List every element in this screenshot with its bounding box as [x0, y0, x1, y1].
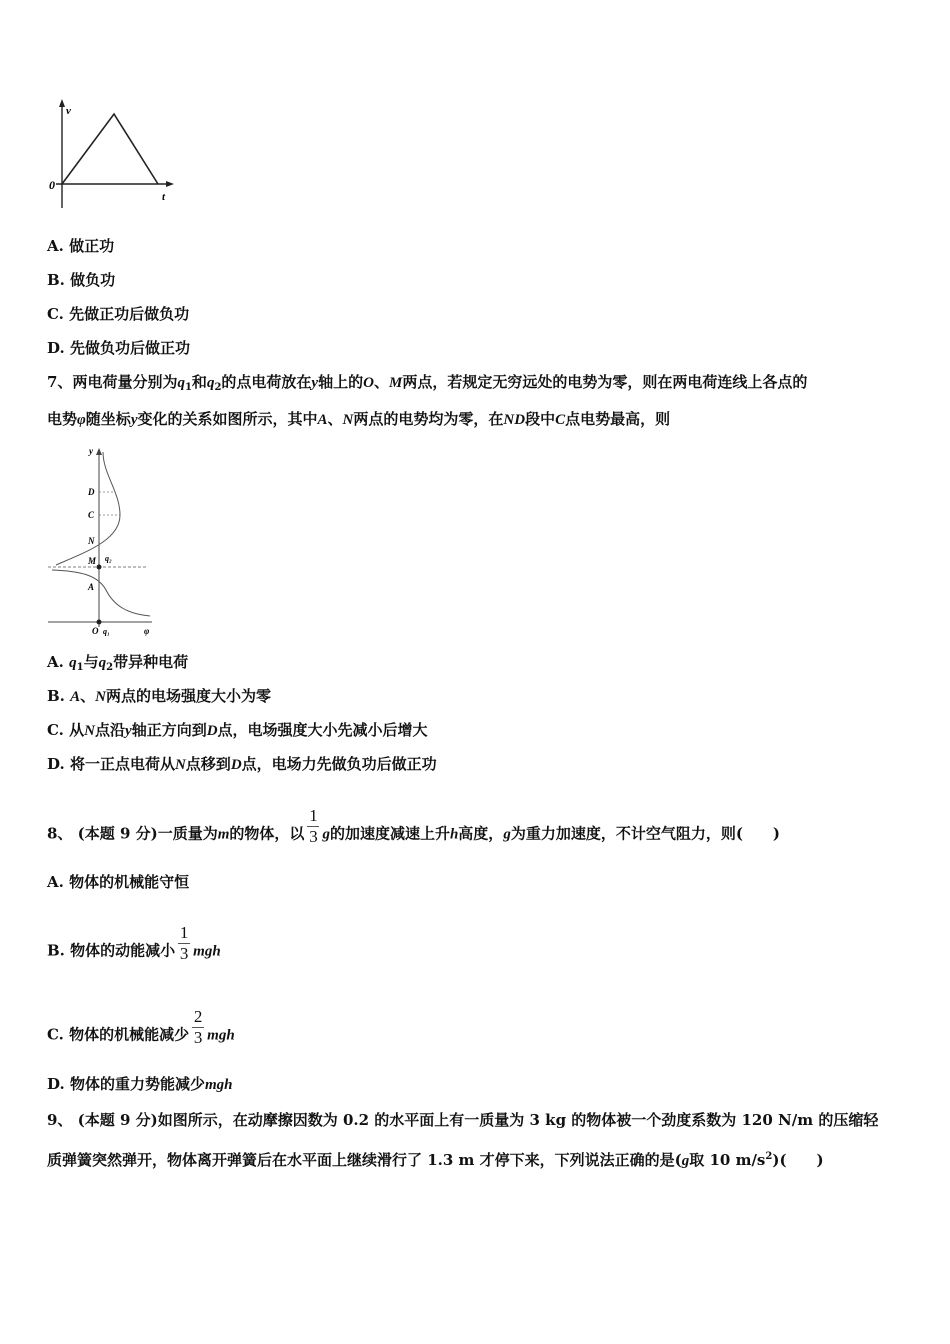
- option-text: 做负功: [70, 271, 116, 289]
- label-c: C: [88, 510, 95, 520]
- origin-label: 0: [49, 178, 55, 192]
- v-axis-arrow: [59, 99, 65, 107]
- fraction-two-thirds: $\frac{2}{3}$: [193, 1007, 203, 1047]
- fraction-one-third: $\frac{1}{3}$: [309, 806, 318, 846]
- option-letter: A.: [47, 237, 64, 255]
- q1-point: [97, 620, 102, 625]
- q7-option-b[interactable]: B. A、N两点的电场强度大小为零: [47, 687, 272, 705]
- q8-option-a[interactable]: A. 物体的机械能守恒: [47, 873, 190, 891]
- v-t-graph: [46, 96, 186, 214]
- q9-stem-line2: 质弹簧突然弹开，物体离开弹簧后在水平面上继续滑行了 1.3 m 才停下来，下列说法正确的是(g取 10 $m/s^2$)( ): [47, 1151, 824, 1169]
- q6-option-a[interactable]: [47, 236, 114, 256]
- q7-option-c[interactable]: C. 从N点沿y轴正方向到D点，电场强度大小先减小后增大: [47, 721, 428, 739]
- option-text: 先做正功后做负功: [69, 305, 190, 323]
- phi-axis-label: φ: [144, 626, 150, 636]
- t-axis-label: t: [162, 191, 166, 203]
- phi-y-graph: [44, 444, 162, 640]
- q8-option-b[interactable]: B. 物体的动能减小 $\frac{1}{3}$ mgh: [47, 923, 221, 963]
- v-axis-label: v: [66, 105, 71, 117]
- q9-stem-line1: 9、 (本题 9 分)如图所示，在动摩擦因数为 0.2 的水平面上有一质量为 3 kg 的物体被一个劲度系数为 120 N/m 的压缩轻: [47, 1111, 879, 1129]
- label-q1: q₁: [103, 627, 110, 636]
- label-m: M: [88, 556, 97, 566]
- label-o: O: [92, 626, 99, 636]
- y-axis-label: y: [89, 446, 93, 456]
- label-d: D: [88, 487, 95, 497]
- q7-stem-line1: 7、两电荷量分别为$q_1$和$q_2$的点电荷放在y轴上的O、M两点，若规定无穷远处的电势为零，则在两电荷连线上各点的: [47, 373, 808, 393]
- option-text: 先做负功后做正功: [69, 339, 190, 357]
- fraction-one-third: $\frac{1}{3}$: [179, 923, 189, 963]
- q2-point: [97, 565, 102, 570]
- t-axis-arrow: [166, 181, 174, 187]
- option-letter: D.: [47, 339, 65, 357]
- label-n: N: [88, 536, 95, 546]
- q6-option-c[interactable]: [47, 304, 189, 324]
- upper-curve: [56, 452, 120, 565]
- velocity-curve: [62, 114, 158, 184]
- q7-stem-line2: 电势φ随坐标y变化的关系如图所示，其中A、N两点的电势均为零，在ND段中C点电势最高，则: [47, 410, 671, 428]
- q7-option-d[interactable]: D. 将一正点电荷从N点移到D点，电场力先做负功后做正功: [47, 755, 437, 773]
- q8-stem: 8、 (本题 9 分)一质量为m的物体，以 $\frac{1}{3}$ g的加速度减速上升h高度，g为重力加速度，不计空气阻力，则( ): [47, 806, 781, 846]
- option-letter: B.: [47, 271, 65, 289]
- option-letter: C.: [47, 305, 64, 323]
- label-q2: q₂: [105, 554, 112, 563]
- label-a: A: [88, 582, 95, 592]
- q6-option-d[interactable]: [47, 338, 190, 358]
- q8-option-d[interactable]: D. 物体的重力势能减少mgh: [47, 1075, 233, 1093]
- q6-option-b[interactable]: [47, 270, 115, 290]
- q8-option-c[interactable]: C. 物体的机械能减少 $\frac{2}{3}$ mgh: [47, 1007, 235, 1047]
- option-text: 做正功: [69, 237, 115, 255]
- lower-curve: [52, 570, 150, 616]
- y-axis-arrow: [96, 448, 102, 455]
- q7-option-a[interactable]: A. $q_1$与$q_2$带异种电荷: [47, 653, 189, 673]
